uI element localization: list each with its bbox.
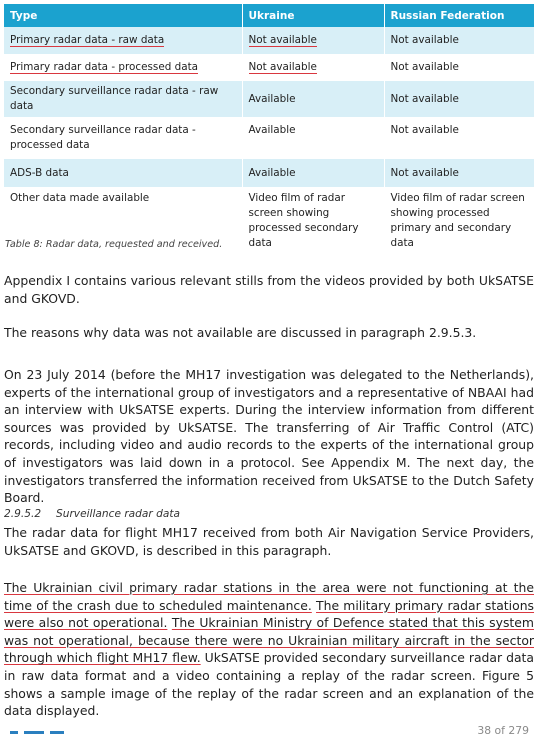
cell-russia: Not available	[384, 54, 534, 81]
section-title: Surveillance radar data	[56, 508, 180, 520]
cell-russia: Not available	[384, 159, 534, 187]
cell-type: Other data made available	[4, 187, 242, 254]
table-header-row	[4, 4, 534, 27]
cell-type	[4, 54, 242, 81]
footer-mark	[24, 731, 44, 734]
underlined-text: The Ukrainian Ministry of Defence stated that this system was not operational, because there were no Ukrainian military aircraft in the sector through which flight MH17 flew.	[4, 615, 534, 666]
cell-type: ADS-B data	[4, 159, 242, 187]
paragraph-appendix: Appendix I contains various relevant stills from the videos provided by both UkSATSE and GKOVD.	[4, 273, 534, 306]
paragraph-reasons: The reasons why data was not available are discussed in paragraph 2.9.5.3.	[4, 325, 477, 340]
underlined-text: Primary radar data - processed data	[10, 61, 199, 73]
header-ukraine: Ukraine	[242, 4, 384, 27]
footer-decoration	[10, 731, 100, 736]
table-caption: Table 8: Radar data, requested and received.	[5, 239, 223, 250]
underlined-text: The Ukrainian civil primary radar stations in the area were not functioning at the time of the crash due to scheduled maintenance.	[4, 580, 534, 613]
cell-ukraine: Available	[242, 81, 384, 117]
page-number: 38 of 279	[477, 724, 529, 737]
cell-russia: Not available	[384, 27, 534, 54]
cell-russia: Video film of radar screen showing processed primary and secondary data	[384, 187, 534, 254]
footer-mark	[10, 731, 18, 734]
table-row	[4, 117, 534, 159]
table-row	[4, 27, 534, 54]
paragraph-radar-intro: The radar data for flight MH17 received from both Air Navigation Service Providers, UkSATSE and GKOVD, is described in this paragraph.	[4, 525, 534, 558]
paragraph-interview: On 23 July 2014 (before the MH17 investigation was delegated to the Netherlands), experts of the international group of investigators and a representative of NBAAI had an interview with UkSATSE experts. During the interview information from different sources was provided by UkSATSE. The transferring of Air Traffic Control (ATC) records, including video and audio records to the experts of the international group of investigators was laid down in a protocol. See Appendix M. The next day, the investigators transferred the information received from UkSATSE to the Dutch Safety Board.	[4, 367, 534, 506]
cell-ukraine: Video film of radar screen showing processed secondary data	[242, 187, 384, 254]
section-number: 2.9.5.2	[4, 508, 42, 520]
cell-ukraine: Available	[242, 159, 384, 187]
paragraph-text: UkSATSE provided secondary surveillance radar data in raw data format and a video containing a replay of the radar screen. Figure 5 shows a sample image of the replay of the radar screen and an explanation of the data displayed.	[4, 650, 534, 719]
cell-type	[4, 27, 242, 54]
radar-data-table	[4, 4, 534, 254]
table-row	[4, 81, 534, 117]
cell-russia: Not available	[384, 81, 534, 117]
underlined-text: Primary radar data - raw data	[10, 34, 165, 46]
header-russia: Russian Federation	[384, 4, 534, 27]
paragraph-primary-radar	[4, 579, 534, 720]
underlined-text: Not available	[248, 34, 317, 46]
cell-ukraine	[242, 54, 384, 81]
cell-ukraine	[242, 27, 384, 54]
section-heading	[4, 508, 180, 520]
cell-russia: Not available	[384, 117, 534, 159]
cell-type: Secondary surveillance radar data - processed data	[4, 117, 242, 159]
cell-ukraine: Available	[242, 117, 384, 159]
table-row	[4, 54, 534, 81]
underlined-text: The military primary radar stations were also not operational.	[4, 597, 535, 631]
footer-mark	[50, 731, 64, 734]
cell-type: Secondary surveillance radar data - raw data	[4, 81, 242, 117]
header-type: Type	[4, 4, 242, 27]
table-row	[4, 159, 534, 187]
underlined-text: Not available	[248, 61, 317, 73]
